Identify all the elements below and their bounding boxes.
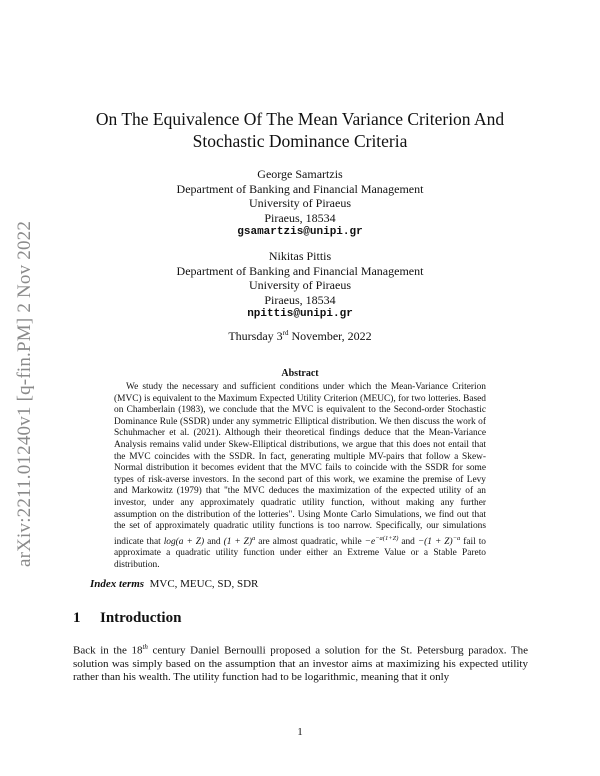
date-suffix: November, 2022 xyxy=(288,329,372,343)
math-base: −(1 + Z) xyxy=(417,536,453,547)
math-log-utility: log(a + Z) xyxy=(163,536,205,547)
title-line-2: Stochastic Dominance Criteria xyxy=(192,131,408,151)
author-city: Piraeus, 18534 xyxy=(264,292,336,307)
author-university: University of Piraeus xyxy=(249,196,351,211)
section-title: Introduction xyxy=(100,610,182,626)
author-department: Department of Banking and Financial Management xyxy=(176,263,424,278)
abstract-and: and xyxy=(398,536,418,547)
math-base: −e xyxy=(364,536,376,547)
author-block-2 xyxy=(0,249,600,322)
section-number: 1 xyxy=(73,610,81,626)
author-name: Nikitas Pittis xyxy=(268,249,332,263)
date-prefix: Thursday 3 xyxy=(228,329,283,343)
index-terms-value: MVC, MEUC, SD, SDR xyxy=(149,578,259,590)
abstract-text-b: are almost quadratic, while xyxy=(255,536,365,547)
abstract-and: and xyxy=(204,536,224,547)
intro-text-2: century Daniel Bernoulli proposed a solution for the St. Petersburg paradox. The solution was simply based on the assumption that an investor aims at maximizing his expected utility rather than his wealth. The utility function had to be logarithmic, meaning that it only xyxy=(73,644,528,684)
date-superscript: rd xyxy=(282,329,289,337)
author-department: Department of Banking and Financial Management xyxy=(176,181,424,196)
math-base: (1 + Z) xyxy=(223,536,253,547)
author-block-1 xyxy=(0,167,600,240)
section-heading xyxy=(73,610,181,627)
abstract-text-a: We study the necessary and sufficient conditions under which the Mean-Variance Criterion (MVC) is equivalent to the Maximum Expected Utility Criterion (MEUC), for two lotteries. Based on Chamberlain (1983), we conclude that the MVC is equivalent to the Second-order Stochastic Dominance Rule (SSDR) under any symmetric Elliptical distribution. We then discuss the work of Schuhmacher et al. (2021). Although their theoretical findings deduce that the Mean-Variance Analysis remains valid under Skew-Elliptical distributions, we argue that this does not entail that the MVC coincides with the SSDR. In fact, generating multiple MV-pairs that follow a Skew-Normal distribution it becomes evident that the MVC fails to coincide with the SSDR for some types of risk-averse investors. In the second part of this work, we examine the premise of Levy and Markowitz (1979) that "the MVC deduces the maximization of the expected utility of an investor, under any approximately quadratic utility function, without making any further assumption on the distribution of the lotteries". Using Monte Carlo Simulations, we find out that the set of approximately quadratic utility functions is too narrow. Specifically, our simulations indicate that xyxy=(114,382,486,547)
index-terms-label: Index terms xyxy=(90,578,145,590)
arxiv-watermark-text: arXiv:2211.01240v1 [q-fin.PM] 2 Nov 2022 xyxy=(14,220,35,568)
author-email[interactable]: npittis@unipi.gr xyxy=(247,308,353,321)
math-exp-utility xyxy=(364,534,399,547)
index-terms xyxy=(90,578,258,590)
paper-date xyxy=(0,329,600,344)
math-exponent: a xyxy=(252,534,256,542)
math-exponent: −a xyxy=(452,534,461,542)
intro-paragraph xyxy=(73,641,528,685)
author-university: University of Piraeus xyxy=(249,278,351,293)
abstract-heading: Abstract xyxy=(281,368,319,379)
author-city: Piraeus, 18534 xyxy=(264,210,336,225)
page-number: 1 xyxy=(297,726,303,738)
author-name: George Samartzis xyxy=(257,167,343,181)
intro-superscript: th xyxy=(142,643,148,651)
paper-title xyxy=(0,108,600,152)
abstract-body xyxy=(114,382,486,572)
math-exponent: −a(1+Z) xyxy=(375,534,399,542)
title-line-1: On The Equivalence Of The Mean Variance Criterion And xyxy=(95,109,505,129)
intro-text-1: Back in the 18 xyxy=(73,644,143,657)
math-negative-power-utility xyxy=(417,534,461,547)
abstract-text-c: fail to approximate a quadratic utility function under either an Extreme Value or a Stable Pareto distribution. xyxy=(114,536,486,571)
author-email[interactable]: gsamartzis@unipi.gr xyxy=(237,226,363,239)
math-power-utility xyxy=(223,534,256,547)
